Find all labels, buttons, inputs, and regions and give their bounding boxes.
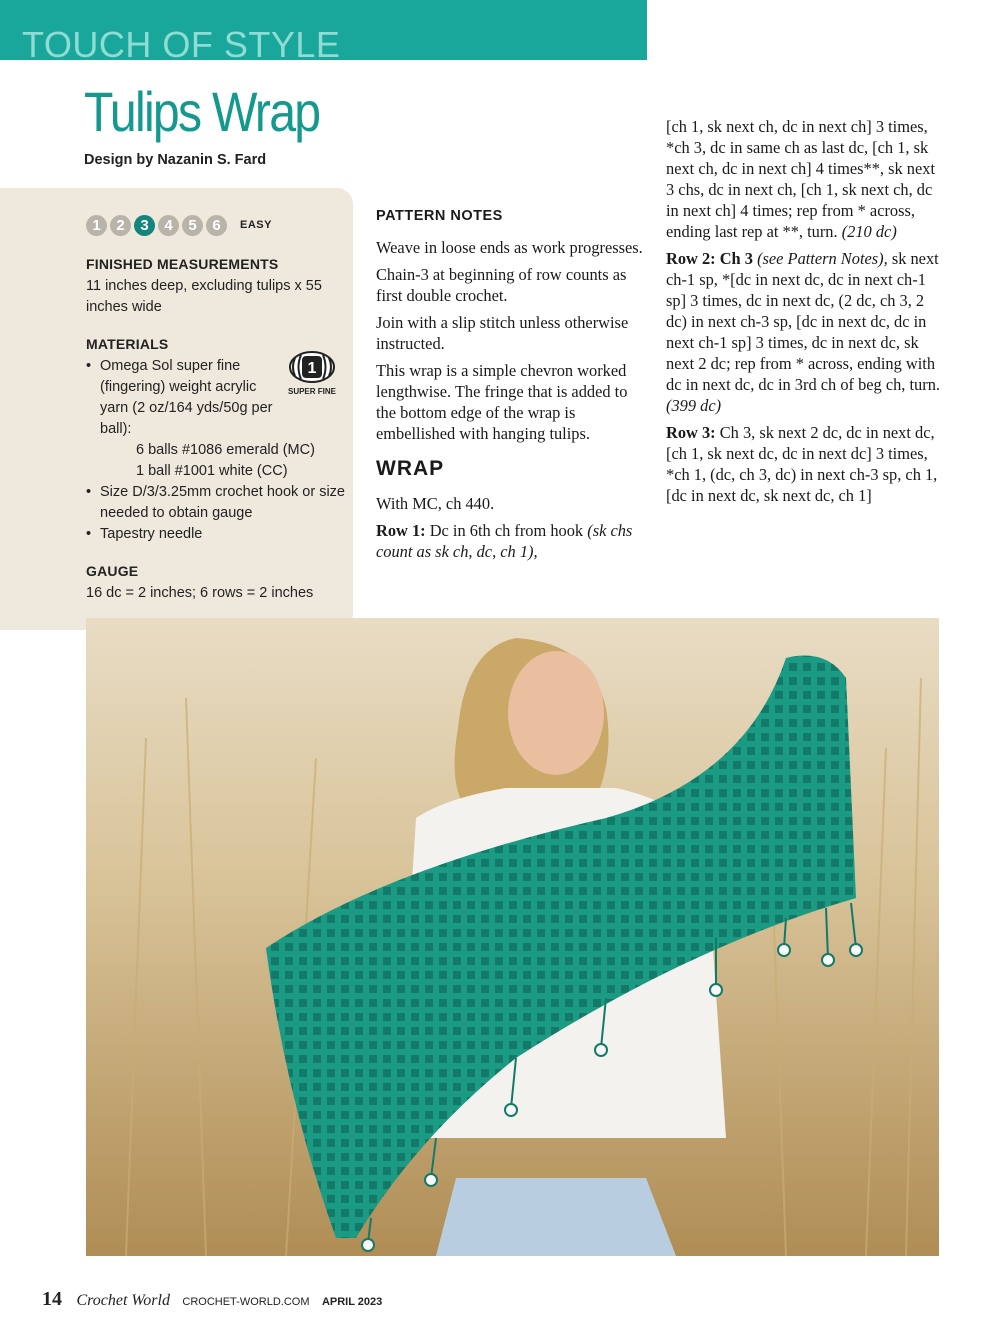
skill-level-3-active: 3	[134, 215, 155, 236]
pattern-notes-column	[376, 206, 646, 568]
issue-date: APRIL 2023	[321, 1296, 383, 1308]
section-label: TOUCH OF STYLE	[22, 24, 341, 65]
row1-continued: [ch 1, sk next ch, dc in next ch] 3 times, *ch 3, dc in same ch as last dc, [ch 1, sk next ch, dc in next ch] 4 times**, sk next 3 chs, dc in next ch, [ch 1, sk next ch, dc in next ch] 4 times; rep from * across, ending last rep at **, turn. (210 dc)	[666, 117, 936, 241]
material-cc: 1 ball #1001 white (CC)	[136, 463, 288, 479]
article-title: Tulips Wrap	[84, 80, 320, 143]
materials-heading: MATERIALS	[86, 336, 169, 352]
article-byline: Design by Nazanin S. Fard	[84, 152, 267, 168]
skill-level-5: 5	[182, 215, 203, 236]
model-photo	[86, 618, 939, 1256]
finished-text: 11 inches deep, excluding tulips x 55 inches wide	[86, 278, 322, 315]
material-yarn: • Omega Sol super fine (fingering) weight acrylic yarn (2 oz/164 yds/50g per ball): 6 balls #1086 emerald (MC) 1 ball #1001 white (CC)	[86, 356, 346, 482]
material-needle: • Tapestry needle	[86, 524, 346, 545]
page-footer	[42, 1288, 382, 1311]
wrap-start: With MC, ch 440.	[376, 494, 495, 513]
note-chevron: This wrap is a simple chevron worked lengthwise. The fringe that is added to the bottom edge of the wrap is embellished with hanging tulips.	[376, 361, 628, 443]
instructions-column	[666, 116, 944, 512]
skill-level-6: 6	[206, 215, 227, 236]
material-hook: • Size D/3/3.25mm crochet hook or size needed to obtain gauge	[86, 482, 346, 524]
wrap-heading: WRAP	[376, 457, 445, 480]
note-chain3: Chain-3 at beginning of row counts as first double crochet.	[376, 265, 627, 305]
note-weave: Weave in loose ends as work progresses.	[376, 238, 643, 257]
pattern-notes-heading: PATTERN NOTES	[376, 208, 503, 224]
note-join: Join with a slip stitch unless otherwise instructed.	[376, 313, 629, 353]
row3-instructions: Row 3: Ch 3, sk next 2 dc, dc in next dc, [ch 1, sk next dc, dc in next dc] 3 times, *ch 1, (dc, ch 3, dc) in next ch-3 sp, ch 1, [dc in next dc, sk next dc, ch 1]	[666, 423, 938, 505]
row2-instructions: Row 2: Ch 3 (see Pattern Notes), sk next ch-1 sp, *[dc in next dc, dc in next ch-1 sp] 3 times, dc in next dc, (2 dc, ch 3, 2 dc) in next ch-3 sp, [dc in next dc, dc in next ch-1 sp] 3 times, dc in next dc, sk next 2 dc; rep from * across, ending with dc in next dc, dc in 3rd ch of beg ch, turn. (399 dc)	[666, 249, 941, 415]
yarn-weight-number: 1	[307, 360, 317, 377]
gauge-text: 16 dc = 2 inches; 6 rows = 2 inches	[86, 585, 314, 601]
skill-label: EASY	[240, 218, 272, 231]
skill-level-1: 1	[86, 215, 107, 236]
section-banner	[0, 0, 647, 65]
pattern-info-sidebar	[0, 188, 353, 630]
skill-level-4: 4	[158, 215, 179, 236]
material-mc: 6 balls #1086 emerald (MC)	[136, 442, 315, 458]
yarn-skein-icon	[287, 350, 337, 396]
skill-level-2: 2	[110, 215, 131, 236]
magazine-name: Crochet World	[76, 1292, 170, 1309]
finished-heading: FINISHED MEASUREMENTS	[86, 256, 279, 272]
magazine-url: CROCHET-WORLD.COM	[182, 1296, 310, 1308]
gauge-heading: GAUGE	[86, 563, 139, 579]
skill-level-scale	[86, 212, 346, 238]
row1-intro: Row 1: Dc in 6th ch from hook (sk chs count as sk ch, dc, ch 1),	[376, 521, 633, 561]
yarn-weight-label: SUPER FINE	[287, 387, 337, 396]
page-number: 14	[42, 1288, 62, 1310]
